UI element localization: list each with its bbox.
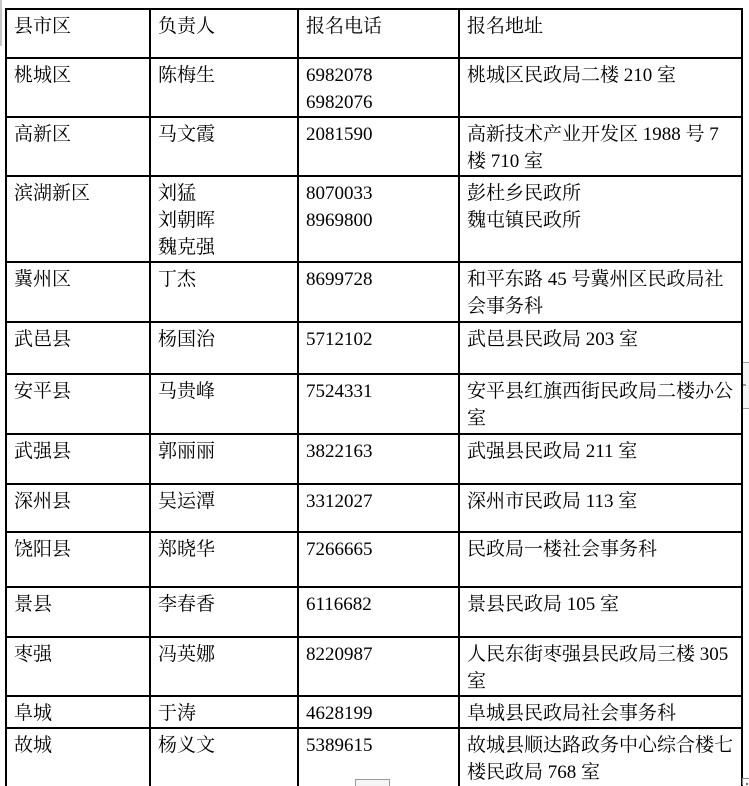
person-cell xyxy=(150,587,298,637)
phone-cell xyxy=(298,434,459,484)
phone-cell xyxy=(298,696,459,728)
person-cell-line: 马文霞 xyxy=(158,124,216,145)
address-cell xyxy=(459,696,742,728)
phone-cell xyxy=(298,117,459,176)
phone-cell xyxy=(298,58,459,117)
table-row xyxy=(6,434,742,484)
table-row xyxy=(6,484,742,532)
address-cell xyxy=(459,587,742,637)
district-cell-line: 武强县 xyxy=(14,441,72,462)
address-cell xyxy=(459,728,742,786)
phone-cell xyxy=(298,322,459,374)
district-cell-line: 深州县 xyxy=(14,491,72,512)
district-cell-line: 饶阳县 xyxy=(14,539,72,560)
column-header-3: 报名地址 xyxy=(459,9,742,58)
table-row xyxy=(6,117,742,176)
address-cell-line: 阜城县民政局社会事务科 xyxy=(467,703,677,724)
district-cell xyxy=(6,587,150,637)
person-cell-line: 吴运潭 xyxy=(158,491,216,512)
scroll-corner-glyph xyxy=(742,778,749,785)
person-cell xyxy=(150,117,298,176)
table-row xyxy=(6,322,742,374)
district-cell-line: 高新区 xyxy=(14,124,72,145)
person-cell-line: 陈梅生 xyxy=(158,65,216,86)
person-cell-line: 丁杰 xyxy=(158,269,197,290)
address-cell xyxy=(459,374,742,434)
district-cell xyxy=(6,434,150,484)
phone-cell-line: 8220987 xyxy=(306,644,373,665)
person-cell-line: 李春香 xyxy=(158,594,216,615)
person-cell xyxy=(150,696,298,728)
district-cell-line: 阜城 xyxy=(14,703,53,724)
district-cell-line: 枣强 xyxy=(14,644,53,665)
address-cell xyxy=(459,58,742,117)
address-cell-line: 武邑县民政局 203 室 xyxy=(467,329,639,350)
person-cell-line: 魏克强 xyxy=(158,237,216,258)
district-cell-line: 滨湖新区 xyxy=(14,183,91,204)
address-cell xyxy=(459,322,742,374)
phone-cell-line: 7266665 xyxy=(306,539,373,560)
address-cell-line: 景县民政局 105 室 xyxy=(467,594,620,615)
district-cell-line: 安平县 xyxy=(14,381,72,402)
address-cell-line: 民政局一楼社会事务科 xyxy=(467,539,658,560)
phone-cell xyxy=(298,484,459,532)
table-row xyxy=(6,696,742,728)
person-cell xyxy=(150,58,298,117)
district-cell xyxy=(6,58,150,117)
address-cell-line: 和平东路 45 号冀州区民政局社会事务科 xyxy=(467,269,724,317)
district-cell xyxy=(6,262,150,322)
table-row xyxy=(6,262,742,322)
table-row xyxy=(6,176,742,262)
phone-cell-line: 4628199 xyxy=(306,703,373,724)
table-row xyxy=(6,532,742,587)
district-cell xyxy=(6,696,150,728)
address-cell xyxy=(459,484,742,532)
phone-cell-line: 2081590 xyxy=(306,124,373,145)
person-cell-line: 杨义文 xyxy=(158,735,216,756)
district-cell xyxy=(6,117,150,176)
address-cell xyxy=(459,637,742,696)
district-cell xyxy=(6,484,150,532)
phone-cell-line: 8699728 xyxy=(306,269,373,290)
person-cell-line: 于涛 xyxy=(158,703,197,724)
person-cell-line: 杨国治 xyxy=(158,329,216,350)
table-body xyxy=(6,58,742,786)
district-cell xyxy=(6,374,150,434)
address-cell-line: 人民东街枣强县民政局三楼 305 室 xyxy=(467,644,734,692)
person-cell xyxy=(150,322,298,374)
header-row xyxy=(6,9,742,58)
district-cell xyxy=(6,637,150,696)
phone-cell xyxy=(298,728,459,786)
person-cell-line: 刘朝晖 xyxy=(158,210,216,231)
address-cell-line: 魏屯镇民政所 xyxy=(467,210,582,231)
district-cell xyxy=(6,532,150,587)
person-cell xyxy=(150,637,298,696)
person-cell xyxy=(150,728,298,786)
table-row xyxy=(6,728,742,786)
phone-cell-line: 5389615 xyxy=(306,735,373,756)
phone-cell-line: 6982076 xyxy=(306,92,373,113)
person-cell xyxy=(150,434,298,484)
column-header-0: 县市区 xyxy=(6,9,150,58)
person-cell xyxy=(150,374,298,434)
district-cell-line: 景县 xyxy=(14,594,53,615)
phone-cell xyxy=(298,262,459,322)
table-row xyxy=(6,374,742,434)
phone-cell-line: 8969800 xyxy=(306,210,373,231)
phone-cell xyxy=(298,532,459,587)
phone-cell-line: 3822163 xyxy=(306,441,373,462)
district-cell-line: 冀州区 xyxy=(14,269,72,290)
person-cell-line: 郭丽丽 xyxy=(158,441,216,462)
person-cell xyxy=(150,262,298,322)
horizontal-scrollbar-fragment[interactable] xyxy=(355,779,390,786)
person-cell xyxy=(150,532,298,587)
phone-cell-line: 6116682 xyxy=(306,594,372,615)
registration-table xyxy=(5,8,743,786)
district-cell-line: 故城 xyxy=(14,735,53,756)
phone-cell xyxy=(298,176,459,262)
address-cell-line: 桃城区民政局二楼 210 室 xyxy=(467,65,677,86)
address-cell-line: 武强县民政局 211 室 xyxy=(467,441,638,462)
table-header xyxy=(6,9,742,58)
district-cell xyxy=(6,728,150,786)
window-edge-fragment xyxy=(0,0,2,46)
address-cell xyxy=(459,434,742,484)
person-cell-line: 刘猛 xyxy=(158,183,197,204)
column-header-1: 负责人 xyxy=(150,9,298,58)
district-cell-line: 桃城区 xyxy=(14,65,72,86)
phone-cell-line: 7524331 xyxy=(306,381,373,402)
column-header-2: 报名电话 xyxy=(298,9,459,58)
phone-cell-line: 8070033 xyxy=(306,183,373,204)
address-cell xyxy=(459,262,742,322)
person-cell-line: 马贵峰 xyxy=(158,381,216,402)
vertical-scrollbar-fragment[interactable] xyxy=(743,362,749,409)
phone-cell xyxy=(298,637,459,696)
address-cell-line: 深州市民政局 113 室 xyxy=(467,491,638,512)
person-cell xyxy=(150,176,298,262)
table-row xyxy=(6,58,742,117)
district-cell xyxy=(6,322,150,374)
person-cell xyxy=(150,484,298,532)
phone-cell-line: 5712102 xyxy=(306,329,373,350)
district-cell-line: 武邑县 xyxy=(14,329,72,350)
address-cell xyxy=(459,176,742,262)
address-cell-line: 高新技术产业开发区 1988 号 7 楼 710 室 xyxy=(467,124,724,172)
table-row xyxy=(6,637,742,696)
table-row xyxy=(6,587,742,637)
address-cell-line: 故城县顺达路政务中心综合楼七楼民政局 768 室 xyxy=(467,735,734,783)
phone-cell xyxy=(298,374,459,434)
district-cell xyxy=(6,176,150,262)
address-cell xyxy=(459,532,742,587)
phone-cell-line: 3312027 xyxy=(306,491,373,512)
phone-cell-line: 6982078 xyxy=(306,65,373,86)
address-cell-line: 安平县红旗西街民政局二楼办公室 xyxy=(467,381,734,429)
person-cell-line: 郑晓华 xyxy=(158,539,216,560)
address-cell-line: 彭杜乡民政所 xyxy=(467,183,582,204)
person-cell-line: 冯英娜 xyxy=(158,644,216,665)
address-cell xyxy=(459,117,742,176)
phone-cell xyxy=(298,587,459,637)
